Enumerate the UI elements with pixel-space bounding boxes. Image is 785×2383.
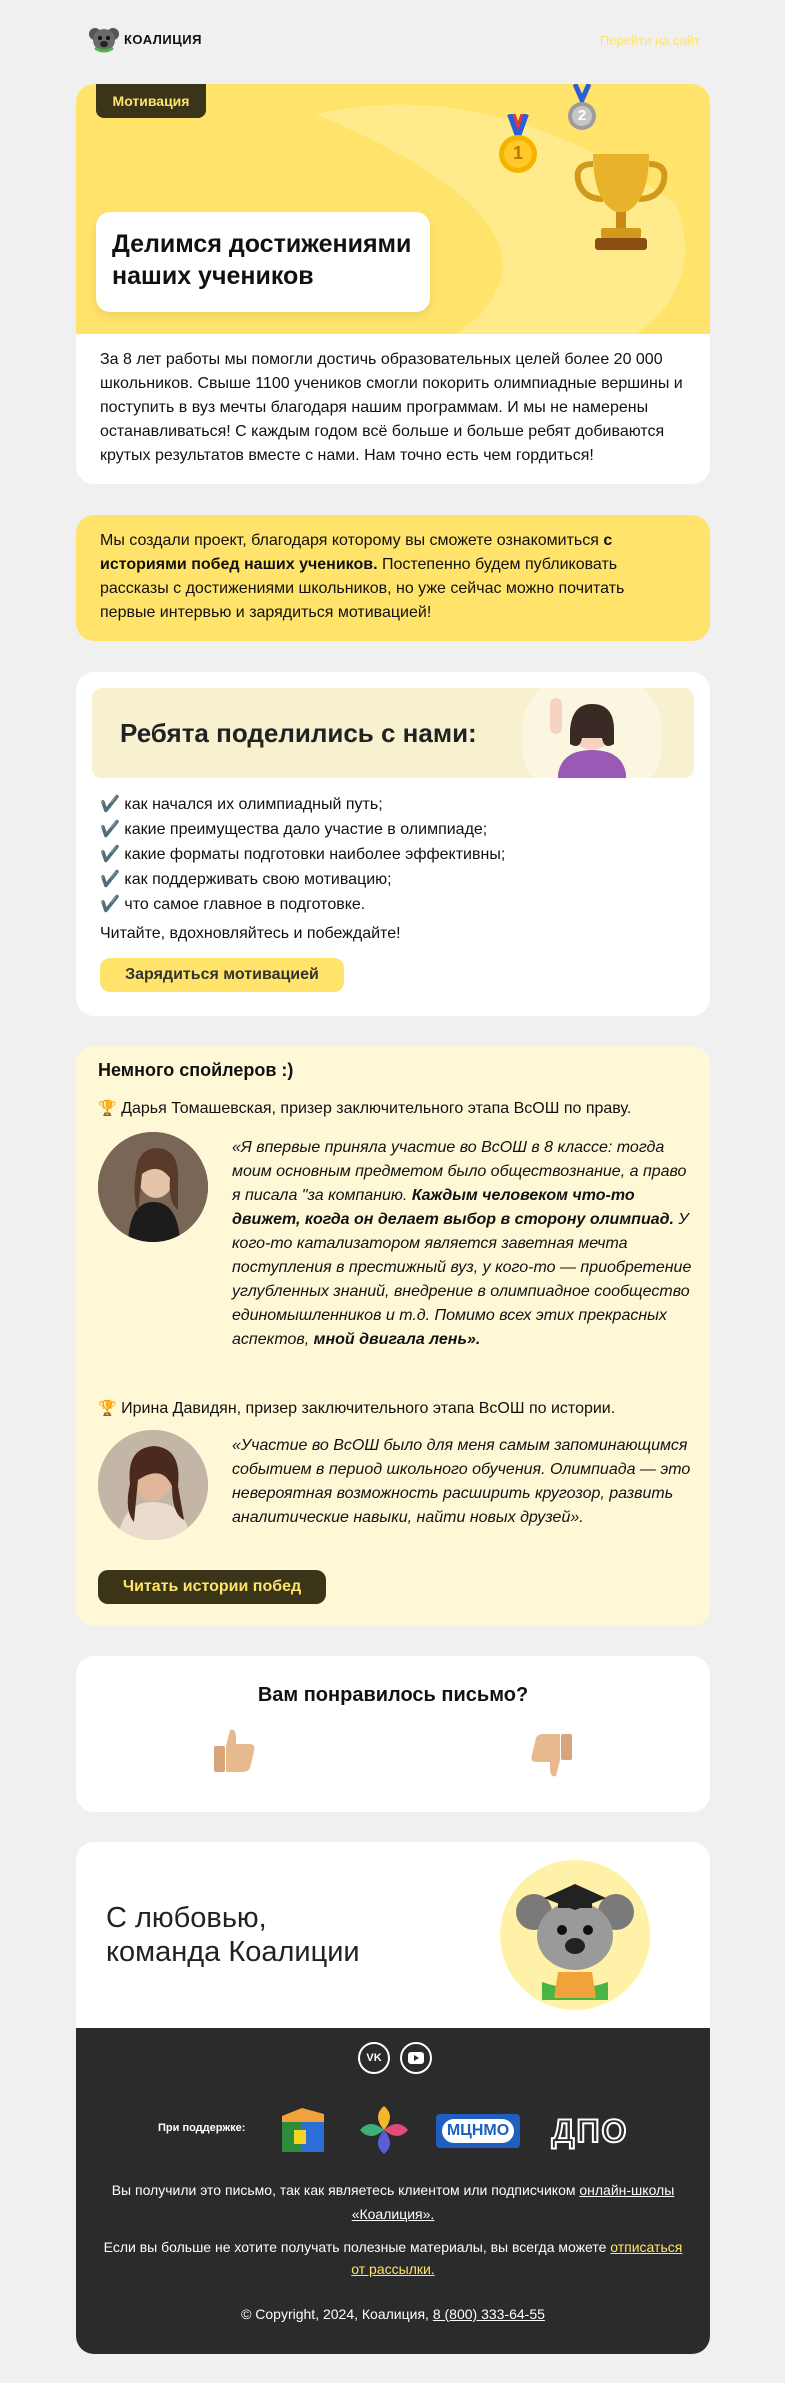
partner-flower-logo[interactable] [356,2102,412,2158]
project-text-rest: Постепенно будем публиковать рассказы с достижениями школьников, но уже сейчас можно почитать первые интервью и зарядиться мотивацией! [100,556,625,621]
feedback-card [76,1656,710,1812]
support-label: При поддержке: [158,2122,246,2134]
thumbs-down-icon[interactable] [526,1730,576,1780]
project-text-bold: с историями побед наших учеников. [100,532,613,573]
copyright: © Copyright, 2024, Коалиция, 8 (800) 333-64-55 [241,2306,545,2322]
trophy-icon [571,144,671,254]
check-icon: ✔️ [100,894,120,913]
person1-quote: «Я впервые приняла участие во ВсОШ в 8 классе: тогда моим основным предметом было обществознание, а право я писала "за компанию. Каждым человеком что-то движет, когда он делает выбор в сторону олимпиад. У кого-то катализатором является заветная мечта поступления в престижный вуз, у кого-то — приобретение углубленных знаний, внедрение в олимпиадное сообщество единомышленников и т.д. Помимо всех этих прекрасных аспектов, мной двигала лень». [232,1139,692,1348]
footer [76,2028,710,2354]
list-item: ✔️ какие форматы подготовки наиболее эффективны; [100,844,506,863]
silver-medal-icon [564,84,600,132]
avatar [98,1430,208,1540]
partner-cube-logo[interactable] [276,2104,330,2158]
check-icon: ✔️ [100,844,120,863]
gold-medal-icon [496,114,540,176]
phone-link[interactable]: 8 (800) 333-64-55 [432,2306,545,2322]
unsubscribe-link[interactable]: отписаться от рассылки. [351,2239,683,2277]
signature-line1: С любовью, [106,1902,267,1934]
spoilers-card [76,1046,710,1626]
check-icon: ✔️ [100,794,120,813]
spoilers-title: Немного спойлеров :) [98,1060,294,1080]
youtube-icon[interactable] [400,2042,432,2074]
list-item: ✔️ как поддерживать свою мотивацию; [100,869,392,888]
vk-icon[interactable] [358,2042,390,2074]
avatar [98,1132,208,1242]
list-item: ✔️ как начался их олимпиадный путь; [100,794,383,813]
brand-name: КОАЛИЦИЯ [124,32,202,47]
list-item: ✔️ какие преимущества дало участие в олимпиаде; [100,819,488,838]
read-stories-button[interactable]: Читать истории побед [98,1570,326,1604]
person1-quote-bold-end: мной двигала лень». [313,1331,481,1348]
feedback-title: Вам понравилось письмо? [257,1684,529,1706]
shared-cta-text: Читайте, вдохновляйтесь и побеждайте! [100,925,401,942]
hero-title-line1: Делимся достижениями [112,230,412,258]
project-text [100,529,640,625]
thumbs-up-icon[interactable] [210,1726,260,1776]
vk-label: VK [366,2052,382,2064]
koala-mascot-icon [500,1860,650,2010]
partner-dpo-label: ДПО [551,2113,629,2149]
medal-1-number: 1 [512,143,523,163]
shared-banner [92,688,694,778]
signature-line2: команда Коалиции [106,1936,360,1968]
hero-title-box [96,212,430,312]
waving-person-icon [522,688,662,778]
list-item: ✔️ что самое главное в подготовке. [100,894,366,913]
site-link[interactable]: Перейти на сайт [599,33,700,48]
check-icon: ✔️ [100,819,120,838]
koala-logo-icon[interactable] [89,24,119,54]
check-icon: ✔️ [100,869,120,888]
hero-title-line2: наших учеников [112,262,314,290]
shared-list [100,792,690,917]
unsubscribe-notice: Если вы больше не хотите получать полезные материалы, вы всегда можете отписаться от рассылки. [103,2239,683,2277]
hero-card [76,84,710,484]
category-badge [96,84,206,118]
trophy-icon: 🏆 [98,1099,117,1117]
person2-caption: 🏆 Ирина Давидян, призер заключительного этапа ВсОШ по истории. [98,1399,616,1417]
medal-2-number: 2 [577,107,587,124]
project-card [76,515,710,641]
signature-card [76,1842,710,2354]
subscription-notice: Вы получили это письмо, так как являетесь клиентом или подписчиком онлайн-школы «Коалиция». [111,2182,675,2222]
person1-quote-bold: Каждым человеком что-то движет, когда он делает выбор в сторону олимпиад. [232,1187,674,1228]
shared-card [76,672,710,1016]
header [76,20,710,60]
badge-label: Мотивация [112,93,190,109]
get-motivated-button[interactable]: Зарядиться мотивацией [100,958,344,992]
partner-mcnmo-label: МЦНМО [442,2119,514,2143]
hero-intro-text: За 8 лет работы мы помогли достичь образовательных целей более 20 000 школьников. Свыше 1100 учеников смогли покорить олимпиадные вершины и поступить в вуз мечты благодаря нашим программам. И мы не намерены останавливаться! С каждым годом всё больше и больше ребят добиваются крутых результатов вместе с нами. Нам точно есть чем гордиться! [100,351,683,464]
shared-title: Ребята поделились с нами: [120,718,477,748]
project-text-intro: Мы создали проект, благодаря которому вы сможете ознакомиться [100,532,604,549]
partner-mcnmo-logo[interactable] [436,2114,520,2148]
partner-dpo-logo[interactable] [544,2112,636,2150]
person2-quote: «Участие во ВсОШ было для меня самым запоминающимся событием в период школьного обучения. Олимпиада — это невероятная возможность расширить кругозор, развить аналитические навыки, найти новых друзей». [232,1437,691,1526]
person1-caption: 🏆 Дарья Томашевская, призер заключительного этапа ВсОШ по праву. [98,1099,632,1117]
school-link[interactable]: онлайн-школы «Коалиция». [351,2182,675,2222]
trophy-icon: 🏆 [98,1399,117,1417]
